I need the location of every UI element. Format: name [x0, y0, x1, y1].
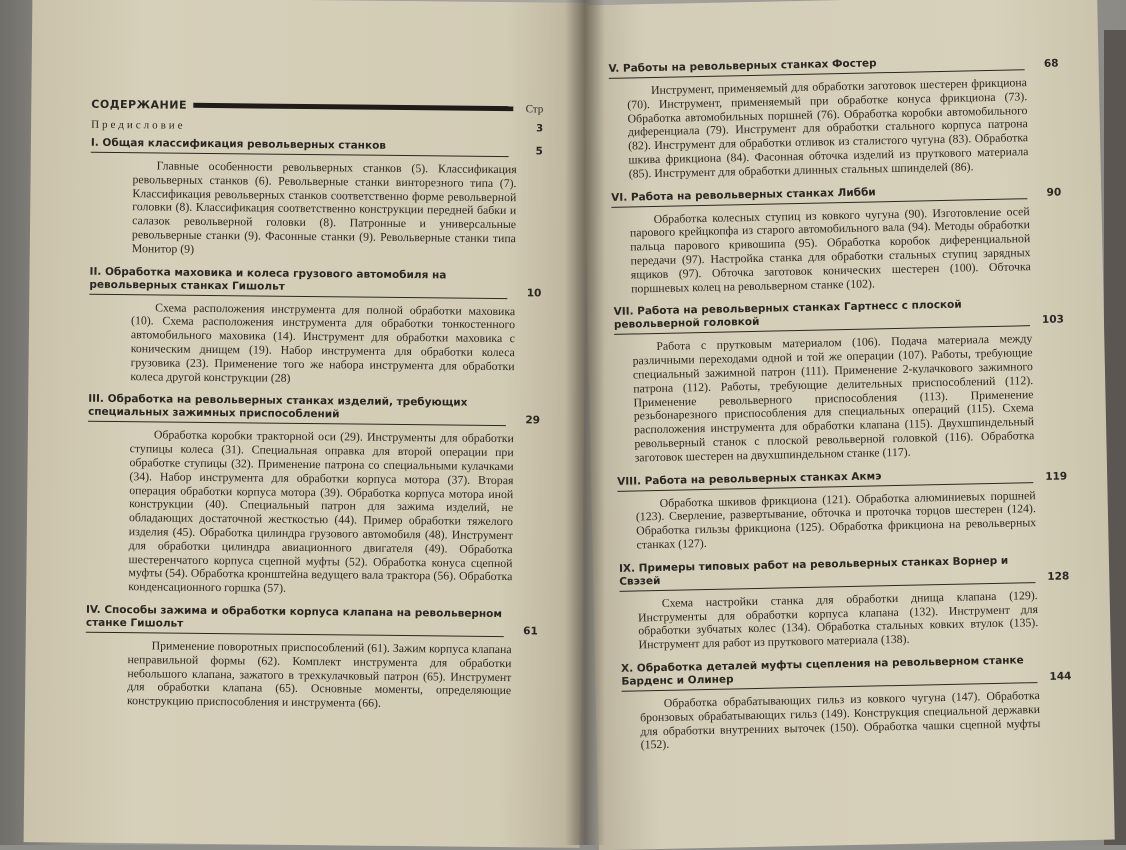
- left-page: [24, 0, 589, 848]
- chapter-contents: Применение поворотных приспособлений (61). Зажим корпуса клапана неправильной формы (62). Комплект инструмента для обработки небольшого клапана, зажатого в трехкулачковый патрон (65). Инструмент для обработки клапана (65). Основные моменты, определяющие конструкцию приспособления и инструмента (66).: [127, 638, 512, 710]
- chapter-entry: [88, 265, 541, 388]
- toc-title: СОДЕРЖАНИЕ: [91, 97, 188, 112]
- chapter-title: IV. Способы зажима и обработки корпуса клапана на револьверном станке Гишольт: [86, 604, 504, 637]
- chapter-entry: [608, 54, 1060, 182]
- chapter-page-number: 5: [535, 145, 543, 158]
- chapter-title: II. Обработка маховика и колеса грузового автомобиля на револьверных станках Гишольт: [89, 265, 507, 298]
- chapter-page-number: 61: [523, 625, 538, 638]
- right-page: [581, 0, 1115, 850]
- chapter-contents: Обработка обрабатывающих гильз из ковкого чугуна (147). Обработка бронзовых обрабатывающих гильз (149). Конструкция специальной державки для обработки внутренних выточек (150). Обработка чашки сцепной муфты (152).: [639, 687, 1041, 752]
- chapter-contents: Инструмент, применяемый для обработки заготовок шестерен фрикциона (70). Инструмент, применяемый при обработке конуса фрикциона (73). Обработка автомобильных поршней (76). Обработка коробки автомобильного диференциала (79). Инструмент для обработки стального корпуса патрона (82). Инструмент для обработки отливок из сталистого чугуна (83). Обработка шкива фрикциона (84). Фасонная обточка изделий из пруткового материала (85). Инструмент для обработки длинных стальных шпинделей (86).: [627, 75, 1029, 181]
- chapter-title: VI. Работа на револьверных станках Либби: [611, 183, 1027, 208]
- chapter-title: I. Общая классификация револьверных станков: [91, 137, 509, 157]
- chapter-contents: Схема настройки станка для обработки днища клапана (129). Инструменты для обработки корпуса клапана (132). Инструмент для обработки зубчатых колес (134). Обработка стальных ковких втулок (135). Инструмент для работ из пруткового материала (138).: [637, 587, 1039, 652]
- chapter-title: X. Обработка деталей муфты сцепления на револьверном станке Барденс и Олинер: [621, 654, 1038, 692]
- chapter-contents: Работа с прутковым материалом (106). Подача материала между различными переходами одной и той же операции (107). Работы, требующие специальный зажимной патрон (111). Применение 2-кулачкового зажимного патрона (112). Работы, требующие делительных приспособлений (112). Применение револьверного приспособления (113). Применение резьбонарезного приспособления для специальных операций (115). Схема расположения инструмента для обработки клапана (115). Двухшпиндельный револьверный станок с плоской револьверной головкой (116). Обработка заготовок шестерен на двухшпиндельном станке (117).: [632, 331, 1035, 465]
- preface-page-number: 3: [536, 123, 544, 135]
- chapter-contents: Обработка коробки тракторной оси (29). Инструменты для обработки ступицы колеса (31). Специальная оправка для второй операции при обработке ступицы (32). Применение патрона со специальными кулачками (34). Набор инструмента для обработки корпуса мотора (37). Вторая операция обработки корпуса мотора (39). Обработка корпуса мотора иной конструкции (40). Специальный патрон для зажима изделий, не обладающих достаточной жесткостью (44). Пример обработки тяжелого изделия (45). Обработка цилиндра грузового автомобиля (48). Инструмент для обработки цилиндра авиационного двигателя (49). Обработка шестеренчатого корпуса сцепной муфты (52). Обработка конуса сцепной муфты (54). Обработка кронштейна ведущего вала трактора (56). Обработка конденсационного горшка (57).: [128, 427, 514, 595]
- book-spine-shadow: [565, 0, 605, 845]
- chapter-page-number: 144: [1049, 670, 1072, 683]
- chapter-contents: Главные особенности револьверных станков (5). Классификация револьверных станков (6). Револьверные станки винторезного типа (7). Классификация револьверных станков соответственно форме револьверной головки (8). Классификация соответственно конструкции передней бабки и салазок револьверной головки (8). Патронные и универсальные револьверные станки (9). Фасонные станки (9). Револьверные станки типа Монитор (9): [131, 158, 517, 256]
- chapter-entry: [617, 466, 1069, 553]
- chapter-page-number: 103: [1041, 313, 1065, 327]
- chapter-entry: [614, 297, 1067, 466]
- chapter-contents: Схема расположения инструмента для полной обработки маховика (10). Схема расположения инструмента для обработки тонкостенного автомобильного маховика (14). Инструмент для обработки маховика с коническим днищем (19). Набор инструмента для обработки колеса грузовика (23). Применение того же набора инструмента для обработки колеса другой конструкции (28): [130, 299, 516, 385]
- chapter-contents: Обработка шкивов фрикциона (121). Обработка алюминиевых поршней (123). Сверление, развертывание, обточка и проточка торцов шестерен (124). Обработка гильзы фрикциона (125). Обработка фрикциона на револьверных станках (127).: [635, 487, 1037, 552]
- preface-label: Предисловие: [91, 118, 186, 132]
- preface-entry: [91, 119, 543, 136]
- chapter-page-number: 90: [1046, 186, 1062, 199]
- chapter-entry: [621, 653, 1073, 753]
- chapter-page-number: 128: [1047, 570, 1070, 583]
- chapter-entry: [90, 137, 543, 260]
- chapter-page-number: 68: [1043, 57, 1059, 70]
- chapter-title: VII. Работа на револьверных станках Гартнесс с плоской револьверной головкой: [614, 298, 1031, 336]
- chapter-entry: [611, 182, 1063, 296]
- chapter-title: V. Работы на револьверных станках Фостер: [608, 54, 1024, 79]
- chapter-page-number: 10: [526, 286, 542, 300]
- page-column-label: Стр: [525, 102, 544, 115]
- chapter-title: IX. Примеры типовых работ на револьверных станках Ворнер и Свэзей: [619, 554, 1036, 592]
- chapter-page-number: 29: [525, 414, 541, 427]
- chapter-entry: [86, 393, 540, 598]
- chapter-title: III. Обработка на револьверных станках изделий, требующих специальных зажимных приспособлений: [88, 393, 506, 426]
- chapter-entry: [619, 553, 1071, 653]
- chapter-entry: [85, 604, 538, 713]
- toc-header: [91, 98, 543, 116]
- chapter-title: VIII. Работа на револьверных станках Акмэ: [617, 467, 1033, 492]
- toc-header-rule: [193, 103, 514, 111]
- chapter-contents: Обработка колесных ступиц из ковкого чугуна (90). Изготовление осей парового крейцкопфа из старого автомобильного вала (94). Методы обработки пальца парового кривошипа (95). Обработка коробок диференциальной передачи (97). Настройка станка для обработки стальных ступиц зарядных ящиков (97). Обточка заготовок конических шестерен (100). Обточка поршневых колец на револьверном станке (102).: [629, 203, 1031, 296]
- chapter-page-number: 119: [1045, 469, 1068, 483]
